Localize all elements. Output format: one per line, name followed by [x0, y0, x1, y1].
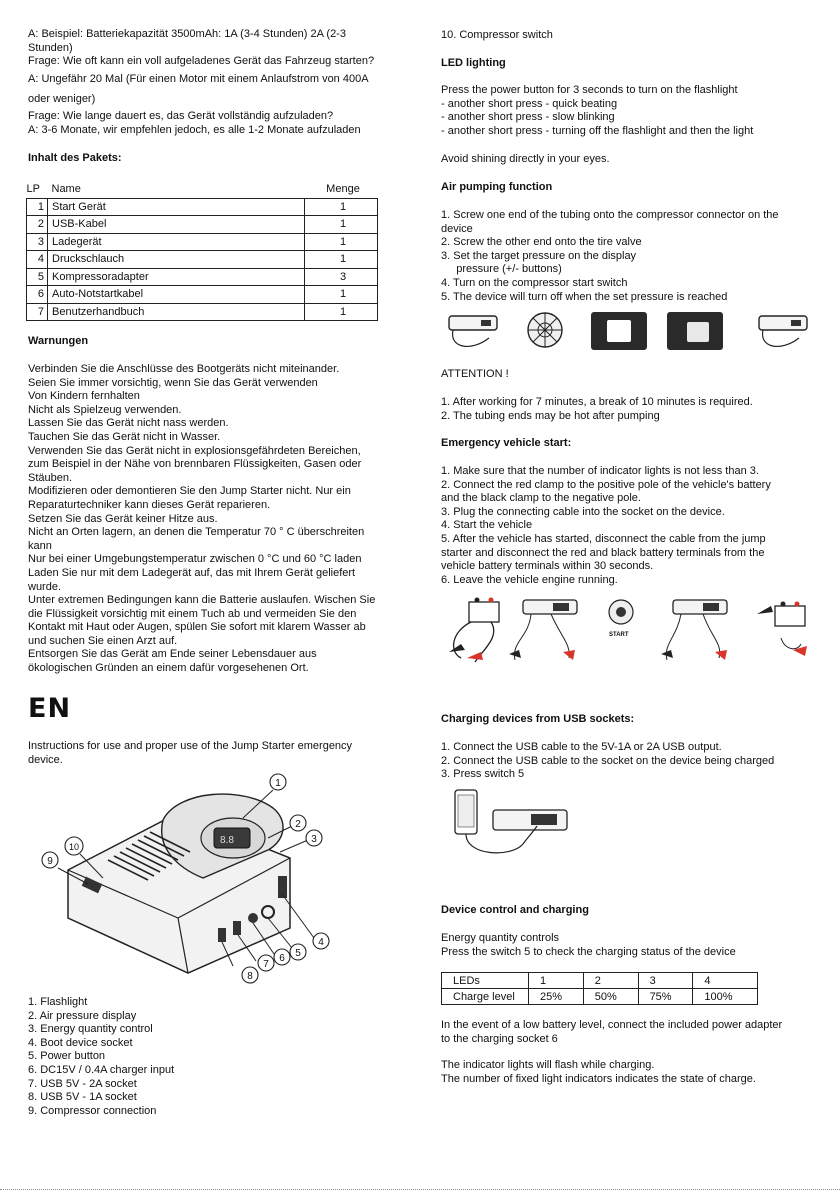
warning-line: Reparaturtechniker kann dieses Gerät reparieren.: [28, 498, 271, 511]
table-cell: 75%: [638, 989, 693, 1005]
air-line: device: [441, 222, 473, 235]
control-heading: Device control and charging: [441, 904, 589, 916]
warning-line: Modifizieren oder demontieren Sie den Jump Starter nicht. Nur ein: [28, 485, 351, 498]
table-cell: Benutzerhandbuch: [48, 303, 305, 321]
usb-charging-illustration: [441, 786, 581, 876]
emergency-line: 6. Leave the vehicle engine running.: [441, 573, 618, 586]
low-battery-text: [441, 1019, 821, 1046]
faq-line: Stunden): [28, 41, 73, 54]
callout-9: 9: [47, 856, 53, 867]
warning-line: wurde.: [28, 580, 62, 593]
table-cell: 25%: [529, 989, 584, 1005]
table-cell: 1: [305, 286, 378, 304]
faq-line: A: Beispiel: Batteriekapazität 3500mAh: 1A (3-4 Stunden) 2A (2-3: [28, 28, 346, 40]
table-row: [27, 286, 378, 304]
air-line: 5. The device will turn off when the set pressure is reached: [441, 290, 728, 303]
faq-line: A: 3-6 Monate, wir empfehlen jedoch, es alle 1-2 Monate aufzuladen: [28, 123, 361, 136]
air-steps: [441, 209, 821, 304]
led-line: - another short press - quick beating: [441, 97, 618, 110]
part-item: 1. Flashlight: [28, 996, 88, 1008]
table-cell: 1: [305, 198, 378, 216]
warnings-list: [28, 363, 410, 676]
led-heading: LED lighting: [441, 57, 506, 69]
section-code-en: EN: [28, 693, 72, 724]
part-item: 10. Compressor switch: [441, 29, 553, 41]
right-column: [441, 0, 821, 1192]
indicator-text: [441, 1059, 821, 1086]
table-cell: 5: [27, 268, 48, 286]
emergency-line: 1. Make sure that the number of indicator lights is not less than 3.: [441, 465, 759, 477]
table-cell: 100%: [693, 989, 758, 1005]
table-cell: 1: [305, 251, 378, 269]
usb-line: 1. Connect the USB cable to the 5V-1A or 2A USB output.: [441, 741, 722, 753]
warning-line: Stäuben.: [28, 471, 73, 484]
table-row: [27, 251, 378, 269]
control-text: [441, 932, 821, 959]
low-battery-line: to the charging socket 6: [441, 1032, 558, 1045]
led-steps: [441, 84, 821, 138]
indicator-line: The indicator lights will flash while charging.: [441, 1059, 655, 1071]
emergency-line: vehicle battery terminals within 30 seconds.: [441, 560, 654, 573]
package-table: [26, 181, 378, 321]
warning-line: die Flüssigkeit vorsichtig mit einem Tuch ab und vermeiden Sie den: [28, 607, 357, 620]
table-row: [27, 198, 378, 216]
warning-line: Tauchen Sie das Gerät nicht in Wasser.: [28, 430, 221, 443]
faq-block: [28, 28, 410, 137]
air-line: 4. Turn on the compressor start switch: [441, 276, 628, 289]
table-cell: USB-Kabel: [48, 216, 305, 234]
table-cell: 1: [305, 303, 378, 321]
air-heading: Air pumping function: [441, 181, 553, 193]
en-intro: [28, 740, 410, 767]
col-header-lp: LP: [27, 181, 48, 198]
table-cell: 2: [27, 216, 48, 234]
part-item: 7. USB 5V - 2A socket: [28, 1077, 137, 1090]
table-cell: Auto-Notstartkabel: [48, 286, 305, 304]
charge-row-level: [442, 989, 758, 1005]
table-header-row: [27, 181, 378, 198]
warning-line: Unter extremen Bedingungen kann die Batterie auslaufen. Wischen Sie: [28, 594, 376, 607]
warning-line: Von Kindern fernhalten: [28, 390, 140, 403]
warning-line: Entsorgen Sie das Gerät am Ende seiner Lebensdauer aus: [28, 648, 317, 661]
table-cell: 7: [27, 303, 48, 321]
part-item: 9. Compressor connection: [28, 1104, 157, 1117]
callout-6: 6: [279, 953, 285, 964]
emergency-line: 2. Connect the red clamp to the positive pole of the vehicle's battery: [441, 478, 771, 491]
col-header-name: Name: [48, 181, 305, 198]
intro-line: device.: [28, 753, 63, 766]
table-cell: 4: [693, 973, 758, 989]
emergency-heading: Emergency vehicle start:: [441, 437, 572, 449]
usb-steps: [441, 741, 821, 782]
warning-line: kann: [28, 539, 52, 552]
faq-line: oder weniger): [28, 93, 96, 106]
usb-line: 3. Press switch 5: [441, 768, 525, 781]
air-line: 1. Screw one end of the tubing onto the compressor connector on the: [441, 209, 779, 221]
air-line: 3. Set the target pressure on the display: [441, 249, 637, 262]
emergency-line: starter and disconnect the red and black battery terminals from the: [441, 546, 765, 559]
left-column: [28, 0, 410, 1192]
control-line: Press the switch 5 to check the charging status of the device: [441, 945, 736, 958]
table-cell: Kompressoradapter: [48, 268, 305, 286]
faq-line: A: Ungefähr 20 Mal (Für einen Motor mit einem Anlaufstrom von 400A: [28, 72, 369, 85]
part-item: 5. Power button: [28, 1050, 106, 1063]
attention-line: 1. After working for 7 minutes, a break of 10 minutes is required.: [441, 396, 753, 408]
table-cell: 2: [583, 973, 638, 989]
table-cell: 50%: [583, 989, 638, 1005]
warnings-heading: Warnungen: [28, 335, 89, 347]
emergency-line: 3. Plug the connecting cable into the socket on the device.: [441, 505, 725, 518]
callout-1: 1: [275, 778, 281, 789]
table-cell: Start Gerät: [48, 198, 305, 216]
callout-4: 4: [318, 937, 324, 948]
page-bottom-divider: [0, 1189, 840, 1190]
warning-line: Lassen Sie das Gerät nicht nass werden.: [28, 417, 229, 430]
emergency-steps: [441, 465, 821, 587]
table-row: [27, 268, 378, 286]
warning-line: Laden Sie nur mit dem Ladegerät auf, das mit Ihrem Gerät geliefert: [28, 566, 356, 579]
table-cell: 3: [305, 268, 378, 286]
intro-line: Instructions for use and proper use of the Jump Starter emergency: [28, 740, 353, 752]
warning-line: Verbinden Sie die Anschlüsse des Bootgeräts nicht miteinander.: [28, 363, 340, 375]
faq-line: Frage: Wie oft kann ein voll aufgeladenes Gerät das Fahrzeug starten?: [28, 55, 375, 68]
table-cell: Charge level: [442, 989, 529, 1005]
air-pump-illustration: [441, 308, 821, 358]
emergency-line: 4. Start the vehicle: [441, 519, 533, 532]
low-battery-line: In the event of a low battery level, connect the included power adapter: [441, 1019, 783, 1031]
warning-line: und suchen Sie einen Arzt auf.: [28, 634, 178, 647]
table-cell: Druckschlauch: [48, 251, 305, 269]
table-cell: 3: [27, 233, 48, 251]
col-header-qty: Menge: [305, 181, 378, 198]
air-line: pressure (+/- buttons): [441, 263, 562, 276]
table-cell: 4: [27, 251, 48, 269]
svg-text:8.8: 8.8: [220, 835, 234, 846]
start-label: START: [609, 632, 629, 638]
emergency-start-illustration: [441, 592, 821, 667]
indicator-line: The number of fixed light indicators indicates the state of charge.: [441, 1072, 756, 1085]
emergency-line: and the black clamp to the negative pole.: [441, 492, 641, 505]
table-cell: 1: [305, 216, 378, 234]
attention-heading: ATTENTION !: [441, 368, 509, 380]
callout-5: 5: [295, 948, 301, 959]
warning-line: Setzen Sie das Gerät keiner Hitze aus.: [28, 512, 218, 525]
table-cell: Ladegerät: [48, 233, 305, 251]
table-cell: LEDs: [442, 973, 529, 989]
table-cell: 1: [27, 198, 48, 216]
parts-list: [28, 996, 410, 1118]
air-line: 2. Screw the other end onto the tire valve: [441, 236, 642, 249]
callout-8: 8: [247, 971, 253, 982]
part-item: 4. Boot device socket: [28, 1036, 133, 1049]
table-row: [27, 303, 378, 321]
table-cell: 6: [27, 286, 48, 304]
emergency-line: 5. After the vehicle has started, disconnect the cable from the jump: [441, 532, 766, 545]
package-heading: Inhalt des Pakets:: [28, 152, 122, 164]
warning-line: Kontakt mit Haut oder Augen, spülen Sie sofort mit klarem Wasser ab: [28, 621, 366, 634]
warning-line: ökologischen Gründen an einem dafür vorgesehenen Ort.: [28, 662, 309, 675]
attention-line: 2. The tubing ends may be hot after pumping: [441, 409, 660, 422]
warning-line: Nur bei einer Umgebungstemperatur zwischen 0 °C und 60 °C laden: [28, 553, 362, 566]
table-cell: 1: [305, 233, 378, 251]
attention-steps: [441, 396, 821, 423]
warning-line: Verwenden Sie das Gerät nicht in explosionsgefährdeten Bereichen,: [28, 444, 361, 457]
charge-row-leds: [442, 973, 758, 989]
table-row: [27, 216, 378, 234]
warning-line: zum Beispiel in der Nähe von brennbaren Flüssigkeiten, Gasen oder: [28, 458, 362, 471]
warning-line: Nicht als Spielzeug verwenden.: [28, 403, 182, 416]
part-item: 6. DC15V / 0.4A charger input: [28, 1063, 175, 1076]
callout-3: 3: [311, 834, 317, 845]
usb-line: 2. Connect the USB cable to the socket on the device being charged: [441, 754, 775, 767]
led-line: - another short press - slow blinking: [441, 111, 615, 124]
table-cell: 3: [638, 973, 693, 989]
part-item: 8. USB 5V - 1A socket: [28, 1091, 137, 1104]
callout-7: 7: [263, 959, 269, 970]
callout-2: 2: [295, 819, 301, 830]
jump-starter-diagram: [28, 768, 338, 990]
part-item: 2. Air pressure display: [28, 1009, 137, 1022]
warning-line: Nicht an Orten lagern, an denen die Temperatur 70 ° C überschreiten: [28, 526, 365, 539]
faq-line: Frage: Wie lange dauert es, das Gerät vollständig aufzuladen?: [28, 109, 334, 122]
usb-heading: Charging devices from USB sockets:: [441, 713, 635, 725]
led-note: Avoid shining directly in your eyes.: [441, 153, 610, 165]
table-cell: 1: [529, 973, 584, 989]
charge-table: [441, 972, 758, 1005]
callout-10: 10: [68, 842, 80, 852]
part-item: 3. Energy quantity control: [28, 1023, 153, 1036]
table-row: [27, 233, 378, 251]
led-line: - another short press - turning off the flashlight and then the light: [441, 124, 754, 137]
warning-line: Seien Sie immer vorsichtig, wenn Sie das Gerät verwenden: [28, 376, 318, 389]
control-line: Energy quantity controls: [441, 932, 560, 944]
led-line: Press the power button for 3 seconds to turn on the flashlight: [441, 84, 738, 96]
